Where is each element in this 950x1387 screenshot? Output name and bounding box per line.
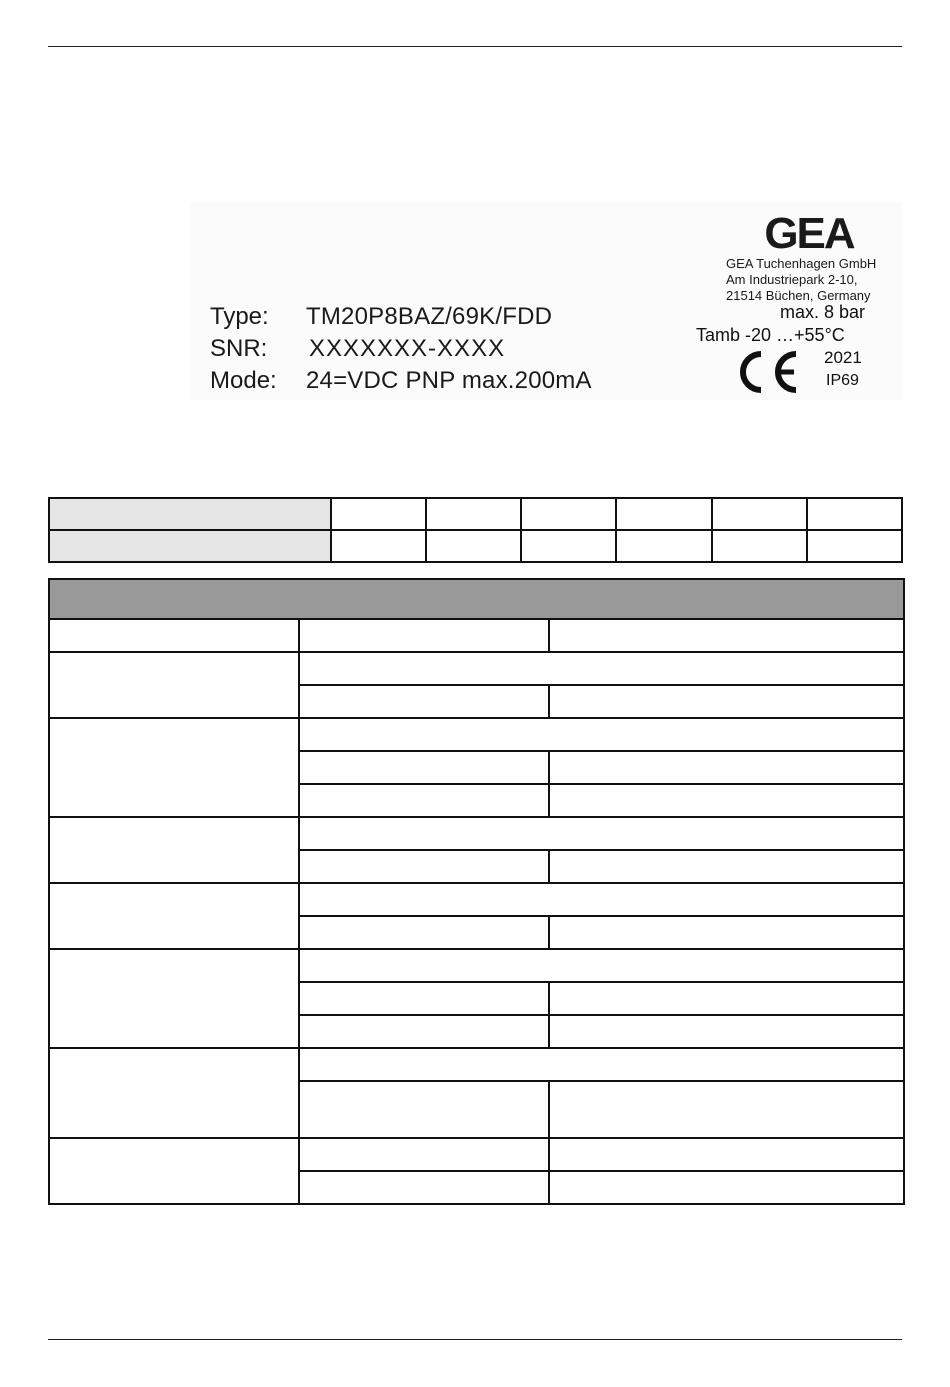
nameplate	[190, 202, 902, 400]
table-cell	[299, 1171, 549, 1204]
table-cell	[299, 652, 904, 685]
ce-mark-icon	[734, 348, 800, 396]
nameplate-fields	[210, 303, 592, 399]
table-cell	[299, 850, 549, 883]
table-cell	[549, 916, 904, 949]
table-cell	[549, 751, 904, 784]
table-cell	[49, 883, 299, 949]
table-cell	[299, 883, 904, 916]
table-row	[49, 498, 902, 530]
manufacturer-line: GEA Tuchenhagen GmbH	[726, 256, 877, 271]
type-label: Type:	[210, 303, 269, 330]
table-cell	[331, 498, 426, 530]
manufacture-year: 2021	[824, 348, 862, 367]
summary-table	[48, 497, 903, 563]
table-cell	[549, 1171, 904, 1204]
table-cell	[549, 1138, 904, 1171]
table-cell	[616, 530, 711, 562]
snr-value: XXXXXXX-XXXX	[309, 335, 506, 362]
table-cell	[549, 1015, 904, 1048]
table-cell	[426, 498, 521, 530]
table-row	[49, 1138, 904, 1171]
snr-label: SNR:	[210, 335, 268, 362]
header-rule	[48, 46, 902, 47]
table-cell	[549, 850, 904, 883]
table-cell	[49, 817, 299, 883]
mode-value: 24=VDC PNP max.200mA	[306, 367, 592, 394]
table-row	[49, 652, 904, 685]
table-cell	[49, 1048, 299, 1138]
nameplate-type-row	[210, 303, 592, 335]
table-cell	[299, 718, 904, 751]
table-cell	[49, 652, 299, 718]
specification-table	[48, 578, 905, 1205]
nameplate-info	[696, 202, 902, 400]
table-header-row	[49, 579, 904, 619]
table-cell	[807, 498, 902, 530]
nameplate-mode-row	[210, 367, 592, 399]
table-row	[49, 817, 904, 850]
gea-logo-text: GEA	[764, 209, 854, 258]
manufacturer-line: Am Industriepark 2-10,	[726, 272, 858, 287]
table-cell	[426, 530, 521, 562]
table-cell	[49, 1138, 299, 1204]
table-cell	[299, 619, 549, 652]
table-cell	[299, 1048, 904, 1081]
table-cell	[299, 949, 904, 982]
table-cell	[49, 949, 299, 1048]
gea-logo-icon	[742, 204, 876, 258]
table-cell	[299, 982, 549, 1015]
table-row	[49, 530, 902, 562]
table-cell	[549, 982, 904, 1015]
table-cell	[49, 718, 299, 817]
table-header-cell	[49, 579, 904, 619]
table-cell	[299, 685, 549, 718]
table-cell	[712, 530, 807, 562]
table-cell	[299, 1015, 549, 1048]
table-cell	[549, 784, 904, 817]
table-cell	[549, 619, 904, 652]
table-cell	[299, 817, 904, 850]
table-cell	[299, 916, 549, 949]
table-row	[49, 718, 904, 751]
table-row	[49, 883, 904, 916]
table-cell	[712, 498, 807, 530]
table-cell	[616, 498, 711, 530]
table-cell	[49, 498, 331, 530]
table-cell	[49, 619, 299, 652]
table-cell	[549, 1081, 904, 1138]
ip-rating: IP69	[826, 372, 859, 389]
table-cell	[299, 751, 549, 784]
table-cell	[49, 530, 331, 562]
table-cell	[521, 498, 616, 530]
table-cell	[299, 1081, 549, 1138]
nameplate-snr-row	[210, 335, 592, 367]
type-value: TM20P8BAZ/69K/FDD	[306, 303, 553, 330]
table-cell	[521, 530, 616, 562]
manufacturer-line: 21514 Büchen, Germany	[726, 288, 871, 303]
mode-label: Mode:	[210, 367, 277, 394]
table-cell	[299, 1138, 549, 1171]
ambient-temperature: Tamb -20 …+55°C	[696, 325, 845, 345]
table-cell	[807, 530, 902, 562]
table-row	[49, 619, 904, 652]
table-cell	[331, 530, 426, 562]
table-row	[49, 1048, 904, 1081]
table-row	[49, 949, 904, 982]
manufacturer-address	[726, 256, 876, 304]
table-cell	[549, 685, 904, 718]
max-pressure: max. 8 bar	[780, 302, 866, 322]
table-cell	[299, 784, 549, 817]
footer-rule	[48, 1339, 902, 1340]
